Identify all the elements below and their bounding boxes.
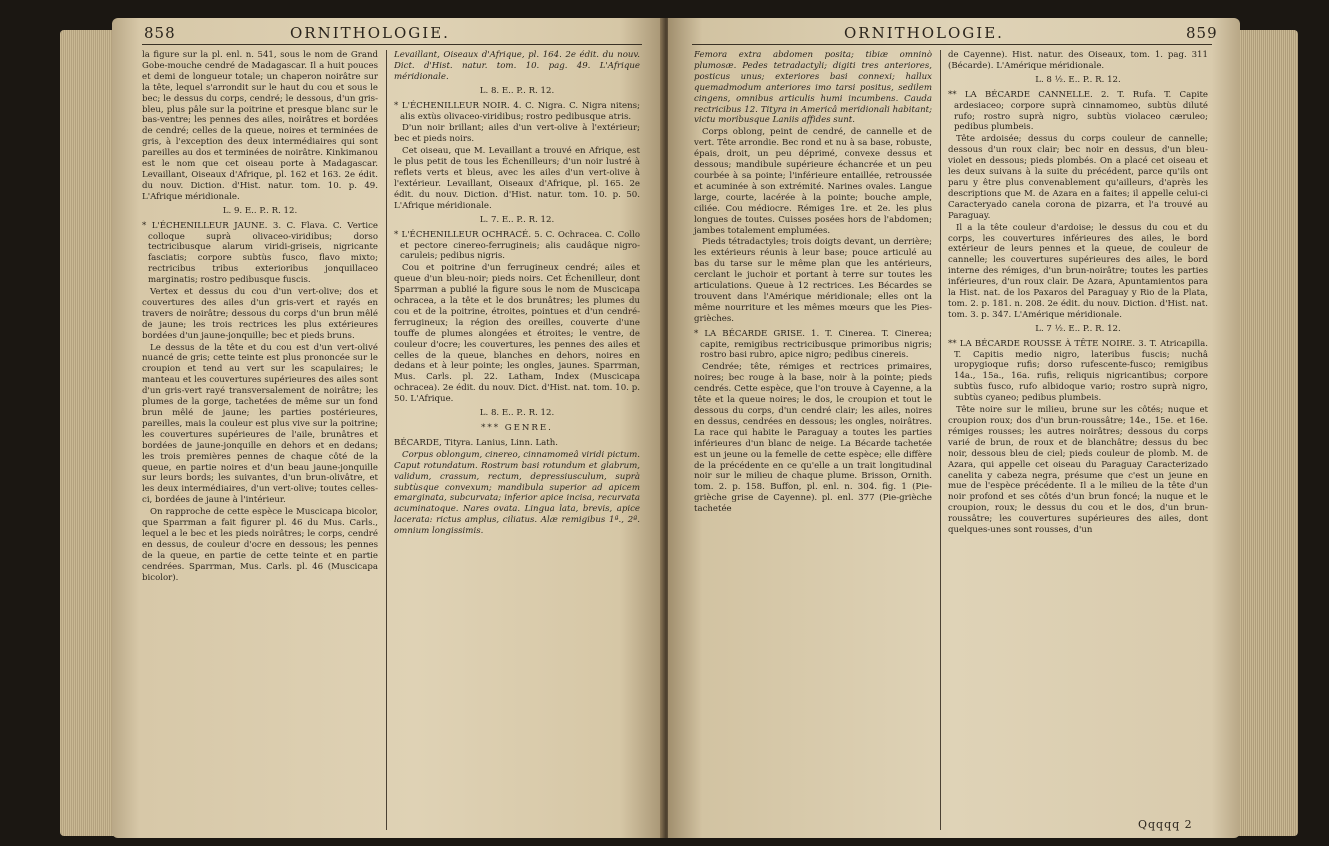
paragraph: On rapproche de cette espèce le Muscicapa bicolor, que Sparrman a fait figurer pl. 46 du Mus. Carls., lequel a le bec et les pieds noirâtres; le corps, cendré en dessus, de couleur d'ocre en dessous; les pennes de la queue, en partie de cette teinte et en partie cendrées. Sparrman, Mus. Carls. pl. 46 (Muscicapa bicolor). xyxy=(142,507,378,583)
left-running-title: ORNITHOLOGIE. xyxy=(290,24,450,42)
reference-line: L. 8. E.. P.. R. 12. xyxy=(479,85,555,96)
reference-line: L. 8. E.. P.. R. 12. xyxy=(479,408,555,419)
left-page-number: 858 xyxy=(144,24,176,42)
reference-line: L. 9. E.. P.. R. 12. xyxy=(222,205,298,216)
right-header-rule xyxy=(692,44,1212,45)
paragraph: Femora extra abdomen posita; tibiæ omninò plumosæ. Pedes tetradactyli; digiti tres anteriores, posticus unus; exteriores basi connexi; hallux quemadmodum anteriores imo tarsi positus, sedilem cingens, omnibus articulis humi incumbens. Cauda rectricibus 12. Tityra in Americâ meridionali habitant; victu moribusque Laniis affides sunt. xyxy=(694,50,932,126)
right-page-edges xyxy=(1236,30,1298,836)
paragraph: de Cayenne). Hist. natur. des Oiseaux, tom. 1. pag. 311 (Bécarde). L'Amérique méridionale. xyxy=(948,50,1208,71)
species-entry-heading: ** LA BÉCARDE ROUSSE À TÊTE NOIRE. 3. T. Atricapilla. T. Capitis medio nigro, lateribus fuscis; nuchâ uropygioque rufis; dorso rufescente-fusco; remigibus 14a., 15a., 16a. rufis, reliquis nigricantibus; corpore subtùs fusco, rufo albidoque vario; rostro suprà nigro, subtùs cyaneo; pedibus plumbeis. xyxy=(948,338,1208,404)
paragraph: Il a la tête couleur d'ardoise; le dessus du cou et du corps, les couvertures inférieures des ailes, le bord extérieur de leurs pennes et la queue, de couleur de cannelle; les couvertures supérieures des ailes, le bord interne des rémiges, d'un brun-noirâtre; toutes les parties inférieures, d'un roux clair. De Azara, Apuntamientos para la Hist. nat. de los Paxaros del Paraguay y Rio de la Plata, tom. 2. p. 181. n. 208. 2e édit. du nouv. Diction. d'Hist. nat. tom. 3. p. 347. L'Amérique méridionale. xyxy=(948,222,1208,320)
left-header-rule xyxy=(142,44,642,45)
reference-line: L. 7 ½. E.. P.. R. 12. xyxy=(1035,323,1121,334)
species-entry-heading: * L'ÉCHENILLEUR JAUNE. 3. C. Flava. C. Vertice colloque suprà olivaceo-viridibus; dorso tectricibusque alarum viridi-griseis, nigricante fasciatis; corpore subtùs fusco, flavo mixto; rectricibus tribus exterioribus jonquillaceo marginatis; rostro pedibusque fuscis. xyxy=(142,220,378,286)
paragraph: Cendrée; tête, rémiges et rectrices primaires, noires; bec rouge à la base, noir à la pointe; pieds cendrés. Cette espèce, que l'on trouve à Cayenne, a la tête et la queue noires; le dos, le croupion et tout le dessous du corps, d'un cendré clair; les ailes, noires en dessus, cendrées en dessous; les ongles, noirâtres. La race qui habite le Paraguay a toutes les parties inférieures d'un blanc de neige. La Bécarde tachetée est un jeune ou la femelle de cette espèce; elle diffère de la précédente en ce qu'elle a un trait longitudinal noir sur le milieu de chaque plume. Brisson, Ornith. tom. 2. p. 158. Buffon, pl. enl. n. 304. fig. 1 (Pie-grièche grise de Cayenne). pl. enl. 377 (Pie-grièche tachetée xyxy=(694,362,932,515)
section-heading: *** GENRE. xyxy=(481,423,553,433)
paragraph: D'un noir brillant; ailes d'un vert-olive à l'extérieur; bec et pieds noirs. xyxy=(394,123,640,145)
genus-heading: BÉCARDE, Tityra. Lanius, Linn. Lath. xyxy=(394,437,559,448)
right-column-1 xyxy=(694,50,932,516)
left-column-1 xyxy=(142,50,378,585)
paragraph: Corpus oblongum, cinereo, cinnamomeâ viridi pictum. Caput rotundatum. Rostrum basi rotundum et glabrum, validum, crassum, rectum, depressiusculum, suprà subtùsque convexum; mandibula superior ad apicem emarginata, subcurvata; inferior apice incisa, recurvata acuminatoque. Nares ovata. Lingua lata, brevis, apice lacerata: rictus amplus, ciliatus. Alæ remigibus 1ª., 2ª. omnium longissimis. xyxy=(394,449,640,537)
right-page-number: 859 xyxy=(1186,24,1218,42)
species-entry-heading: * LA BÉCARDE GRISE. 1. T. Cinerea. T. Cinerea; capite, remigibus rectricibusque primoribus nigris; rostro basi rubro, apice nigro; pedibus cinereis. xyxy=(694,328,932,361)
paragraph: la figure sur la pl. enl. n. 541, sous le nom de Grand Gobe-mouche cendré de Madagascar. Il a huit pouces et demi de longueur totale; un chaperon noirâtre sur la tête, lequel s'arrondit sur le haut du cou et sous le bec; le dessus du corps, cendré; le dessous, d'un gris-bleu, plus pâle sur la poitrine et presque blanc sur le bas-ventre; les pennes des ailes, noirâtres et bordées de cendré; celles de la queue, noires et terminées de gris, à l'exception des deux intermédiaires qui sont pareilles au dos et terminées de noirâtre. Kinkimanou est le nom que cet oiseau porte à Madagascar. Levaillant, Oiseaux d'Afrique, pl. 162 et 163. 2e édit. du nouv. Diction. d'Hist. natur. tom. 10. p. 49. L'Afrique méridionale. xyxy=(142,50,378,202)
left-column-divider xyxy=(386,50,387,830)
right-page xyxy=(668,18,1240,838)
paragraph: Cou et poitrine d'un ferrugineux cendré; ailes et queue d'un bleu-noir; pieds noirs. Cet Échenilleur, dont Sparrman a publié la figure sous le nom de Muscicapa ochracea, a la tête et le dos brunâtres; les plumes du cou et de la poitrine, étroites, pointues et d'un cendré-ferrugineux; la région des oreilles, couverte d'une touffe de plumes alongées et étroites; le ventre, de couleur d'ocre; les couvertures, les pennes des ailes et celles de la queue, blanches en dehors, noires en dedans et à leur pointe; les ongles, jaunes. Sparrman, Mus. Carls. pl. 22. Latham, Index (Muscicapa ochracea). 2e édit. du nouv. Dict. d'Hist. nat. tom. 10. p. 50. L'Afrique. xyxy=(394,263,640,405)
left-page-edges xyxy=(60,30,118,836)
paragraph: Vertex et dessus du cou d'un vert-olive; dos et couvertures des ailes d'un gris-vert et rayés en travers de noirâtre; dessous du corps d'un brun mêlé de jaune; les trois rectrices les plus extérieures bordées d'un jaune-jonquille; bec et pieds bruns. xyxy=(142,287,378,341)
species-entry-heading: ** LA BÉCARDE CANNELLE. 2. T. Rufa. T. Capite ardesiaceo; corpore suprà cinnamomeo, subtùs diluté rufo; rostro suprà nigro, subtùs violaceo cæruleo; pedibus plumbeis. xyxy=(948,89,1208,133)
species-entry-heading: * L'ÉCHENILLEUR OCHRACÉ. 5. C. Ochracea. C. Collo et pectore cinereo-ferrugineis; alis caudâque nigro-caruleis; pedibus nigris. xyxy=(394,229,640,262)
paragraph: Pieds tétradactyles; trois doigts devant, un derrière; les extérieurs réunis à leur base; pouce articulé au bas du tarse sur le même plan que les antérieurs, cerclant le juchoir et portant à terre sur toutes les articulations. Queue à 12 rectrices. Les Bécardes se trouvent dans l'Amérique méridionale; elles ont la même nourriture et les mêmes mœurs que les Pies-grièches. xyxy=(694,237,932,324)
reference-line: L. 7. E.. P.. R. 12. xyxy=(479,214,555,225)
signature-mark: Qqqqq 2 xyxy=(1138,818,1193,831)
right-running-title: ORNITHOLOGIE. xyxy=(844,24,1004,42)
paragraph: Tête noire sur le milieu, brune sur les côtés; nuque et croupion roux; dos d'un brun-roussâtre; 14e., 15e. et 16e. rémiges rousses; les autres noirâtres; dessous du corps varié de brun, de roux et de blanchâtre; dessus du bec noir, dessous bleu de ciel; pieds couleur de plomb. M. de Azara, qui appelle cet oiseau du Paraguay Caracterizado canelita y cabeza negra, présume que c'est un jeune en mue de l'espèce précédente. Il a le milieu de la tête d'un noir profond et ses côtés d'un brun foncé; la nuque et le croupion, roux; le dessus du cou et le dos, d'un brun-roussâtre; les couvertures supérieures des ailes, dont quelques-unes sont rousses, d'un xyxy=(948,405,1208,536)
paragraph: Le dessus de la tête et du cou est d'un vert-olivé nuancé de gris; cette teinte est plus prononcée sur le croupion et tend au vert sur les scapulaires; le manteau et les couvertures supérieures des ailes sont d'un gris-vert rayé transversalement de noirâtre; les plumes de la gorge, tachetées de même sur un fond brun mêlé de jaune; les parties postérieures, pareilles, mais la couleur est plus vive sur la poitrine; les couvertures supérieures de l'aile, brunâtres et bordées de jaune-jonquille en dehors et en dedans; les trois premières pennes de chaque côté de la queue, en partie noires et d'un beau jaune-jonquille sur leurs bords; les suivantes, d'un brun-olivâtre, et les deux intermédiaires, d'un vert-olive; toutes celles-ci, bordées de jaune à l'intérieur. xyxy=(142,342,378,506)
right-column-2 xyxy=(948,50,1208,537)
paragraph: Corps oblong, peint de cendré, de cannelle et de vert. Tête arrondie. Bec rond et nu à sa base, robuste, épais, droit, un peu déprimé, convexe dessus et dessous; mandibule supérieure échancrée et un peu courbée à sa pointe; l'inférieure entaillée, retroussée et acuminée à son extrémité. Narines ovales. Langue large, courte, lacérée à la pointe; bouche ample, ciliée. Cou médiocre. Rémiges 1re. et 2e. les plus longues de toutes. Cuisses posées hors de l'abdomen; jambes totalement emplumées. xyxy=(694,127,932,236)
left-page xyxy=(112,18,664,838)
paragraph: Tête ardoisée; dessus du corps couleur de cannelle; dessous d'un roux clair; bec noir en dessus, d'un bleu-violet en dessous; pieds plombés. On a placé cet oiseau et les deux suivans à la suite du précédent, parce qu'ils ont paru y être plus convenablement qu'ailleurs, d'après les descriptions que M. de Azara en a faites; il appelle celui-ci Caracteryado canela corona de pizarra, et l'a trouvé au Paraguay. xyxy=(948,134,1208,221)
paragraph: Cet oiseau, que M. Levaillant a trouvé en Afrique, est le plus petit de tous les Échenilleurs; d'un noir lustré à reflets verts et bleus, avec les ailes d'un vert-olive à l'extérieur. Levaillant, Oiseaux d'Afrique, pl. 165. 2e édit. du nouv. Diction. d'Hist. natur. tom. 10. p. 50. L'Afrique méridionale. xyxy=(394,146,640,211)
reference-line: L. 8 ½. E.. P.. R. 12. xyxy=(1035,74,1121,85)
right-column-divider xyxy=(940,50,941,830)
left-column-2 xyxy=(394,50,640,538)
paragraph: Levaillant, Oiseaux d'Afrique, pl. 164. 2e édit. du nouv. Dict. d'Hist. natur. tom. 10. pag. 49. L'Afrique méridionale. xyxy=(394,50,640,82)
species-entry-heading: * L'ÉCHENILLEUR NOIR. 4. C. Nigra. C. Nigra nitens; alis extùs olivaceo-viridibus; rostro pedibusque atris. xyxy=(394,100,640,122)
